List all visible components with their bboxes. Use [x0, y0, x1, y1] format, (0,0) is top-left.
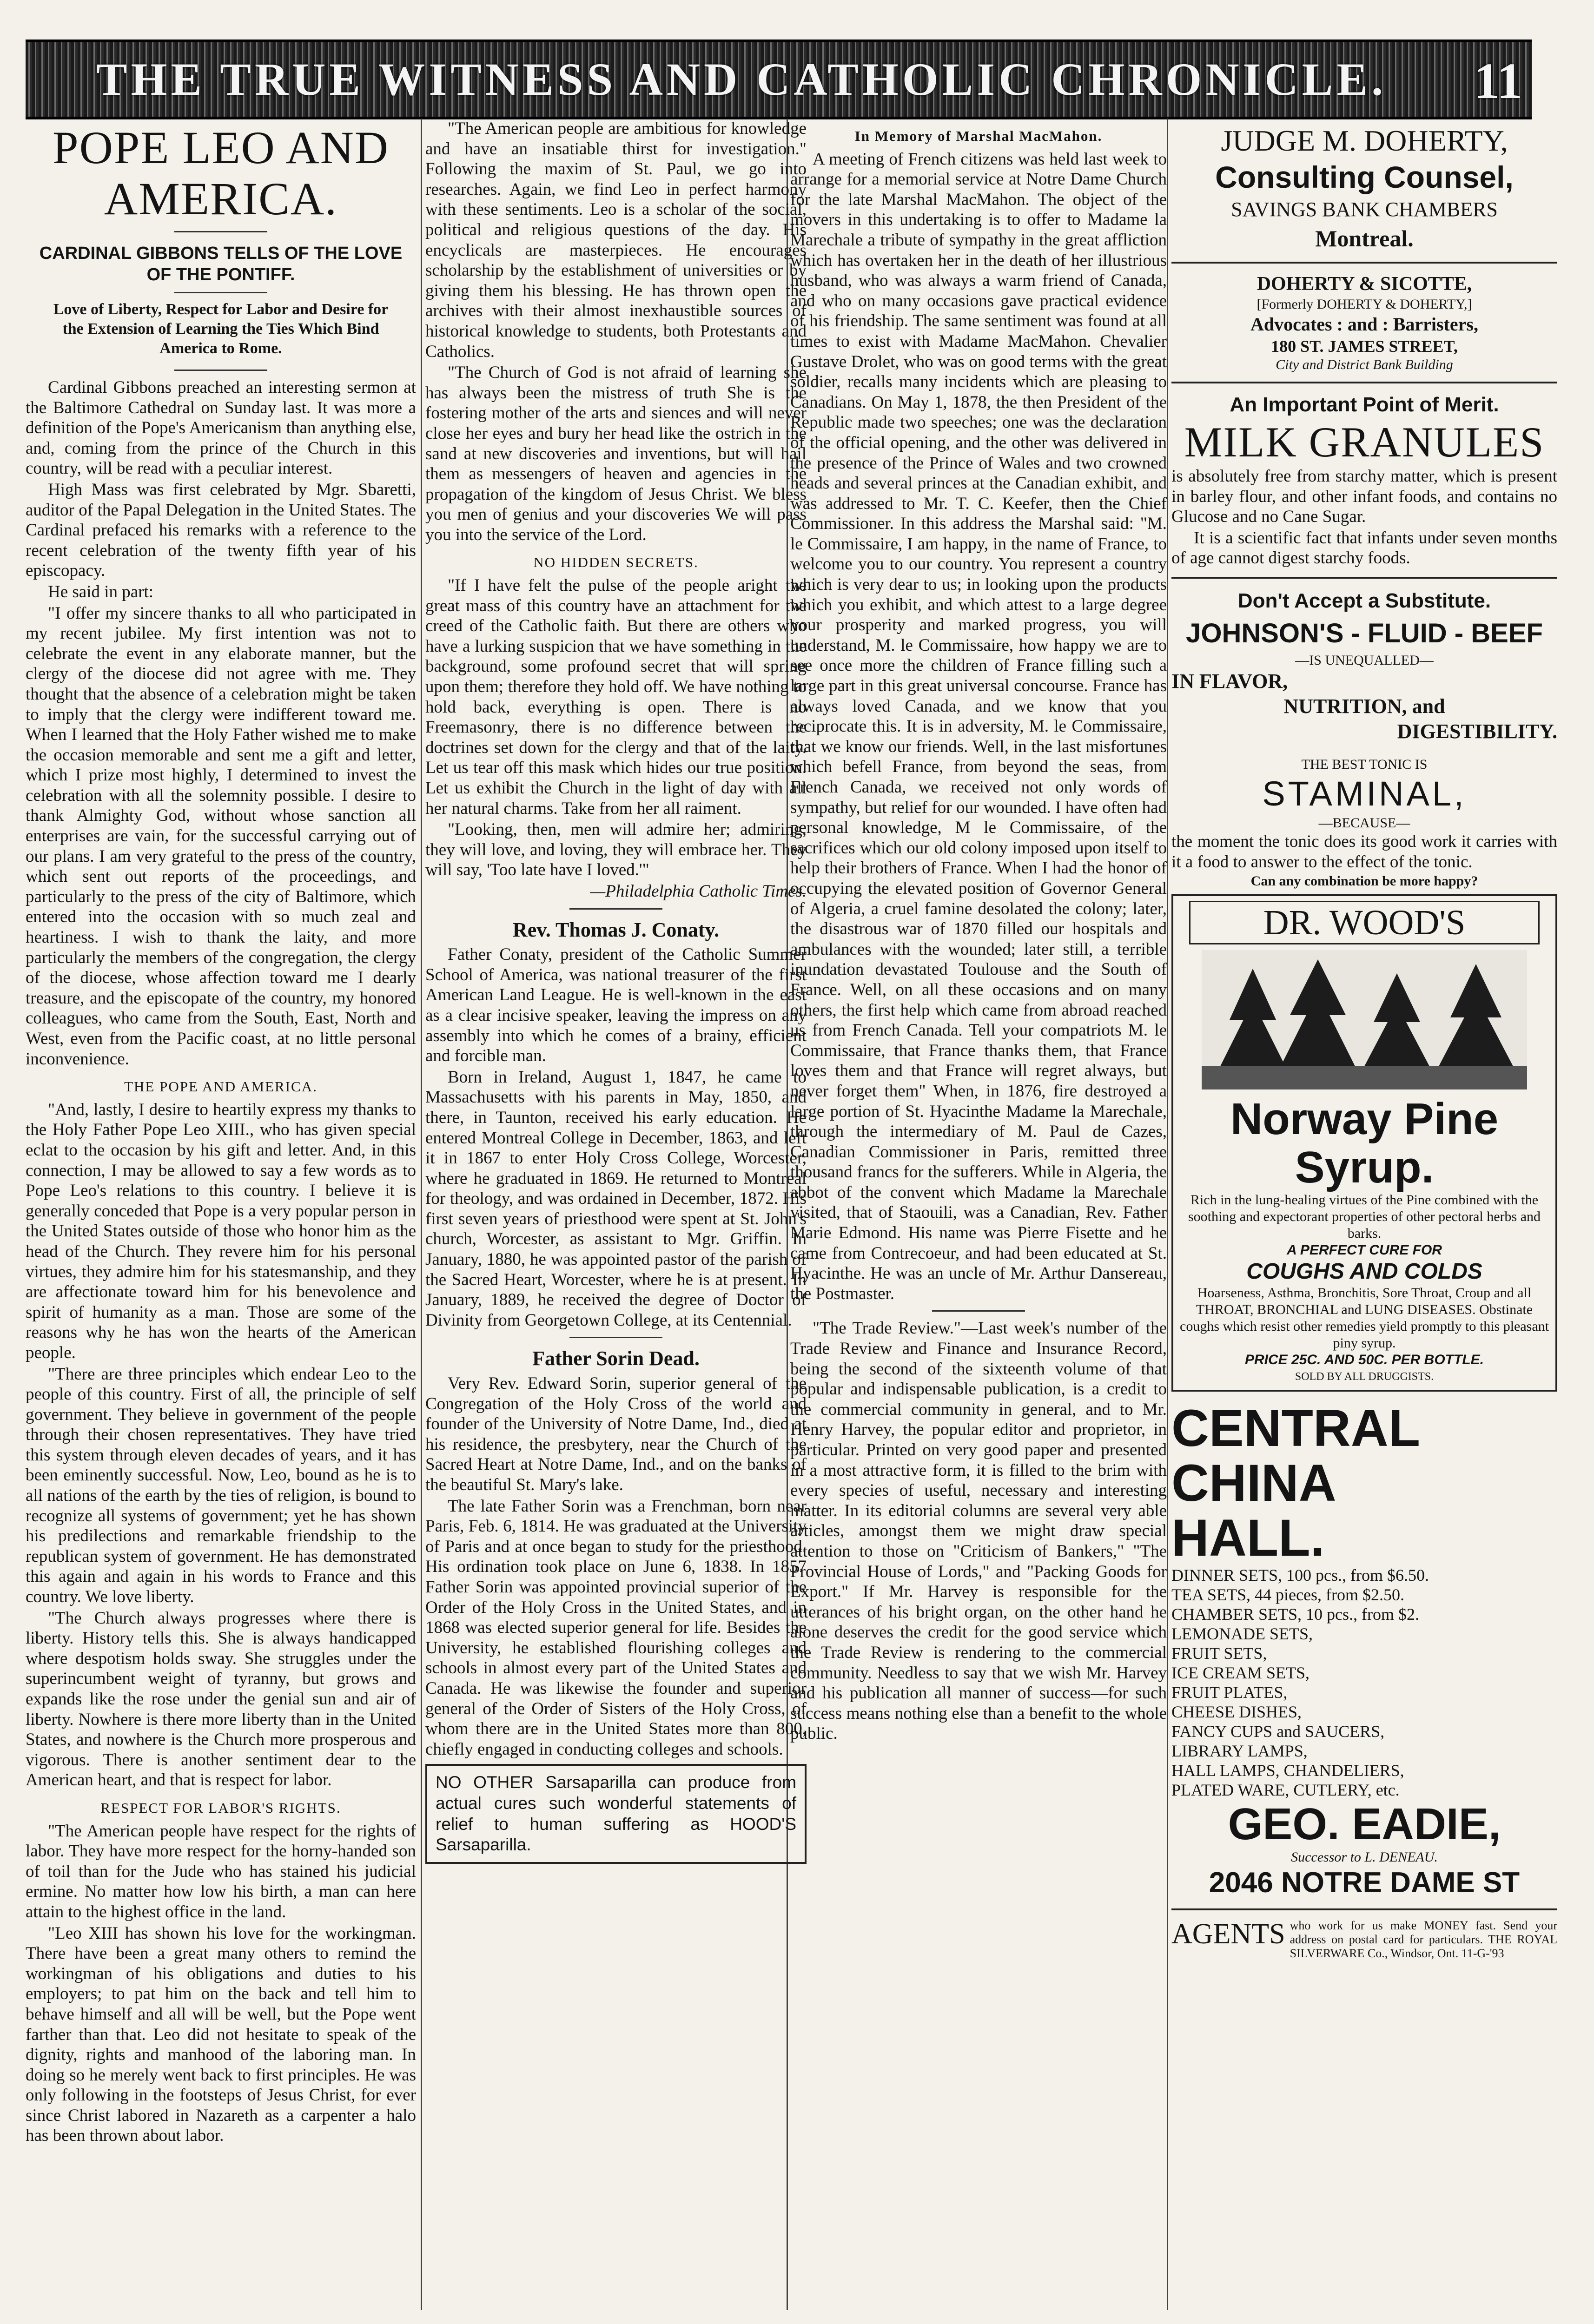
ad-sicotte-formerly: [Formerly DOHERTY & DOHERTY,] [1257, 297, 1472, 312]
divider [932, 1310, 1025, 1312]
ad-china-title: HALL. [1171, 1509, 1325, 1567]
paragraph: "The Trade Review."—Last week's number of the Trade Review and Finance and Insurance Record, being the second of the sixteenth volume of that popular and indispensable publication, is a credit to the commercial community in general, and to Mr. Henry Harvey, the popular editor and proprietor, in particular. Printed on very good paper and presented in a most attractive form, it is filled to the brim with every species of useful, necessary and interesting matter. In its editorial columns are several very able articles, amongst them we might draw special attention to those on "Criticism of Bankers," "The Provincial House of Lords," and "Packing Goods for Export." If Mr. Harvey is responsible for the utterances of his bright organ, on the other hand he alone deserves the credit for the good service which the Trade Review is rendering to the commercial community. Needless to say that we wish Mr. Harvey and his publication all manner of success—for such success means nothing else than a benefit to the whole public. [790, 1319, 1167, 1743]
ad-staminal-name: STAMINAL, [1262, 774, 1467, 813]
paragraph: "The American people are ambitious for knowledge and have an insatiable thirst for investigation." Following the maxim of St. Paul, we go into researches. Again, we find Leo in perfect harmony with these sentiments. Leo is a scholar of the social, political and religious questions of the day. His encyclicals are masterpieces. He encourages scholarship by the establishment of universities or by giving them his blessing. He has thrown open the archives with their almost inexhaustible sources of historical knowledge to students, both Protestants and Catholics. [425, 119, 807, 361]
ad-china-item: PLATED WARE, CUTLERY, etc. [1171, 1781, 1400, 1800]
ad-text: NO OTHER Sarsaparilla can produce from actual cures such wonderful statements of relief to human suffering as HOOD'S Sarsaparilla. [436, 1773, 796, 1855]
article-headline: In Memory of Marshal MacMahon. [854, 128, 1103, 144]
ad-johnson-line: NUTRITION, and [1283, 694, 1445, 718]
ad-milk-text: It is a scientific fact that infants under seven months of age cannot digest starchy foods. [1171, 528, 1557, 568]
ad-china-item: ICE CREAM SETS, [1171, 1664, 1310, 1683]
masthead [26, 40, 1532, 119]
paragraph: "I offer my sincere thanks to all who participated in my recent jubilee. My first intention was not to celebrate the event in any elaborate manner, but the clergy of the diocese did not agree with me. They thought that the absence of a celebration might be taken to imply that the clergy were indifferent toward me. When I learned that the Holy Father wished me to make the occasion memorable and sent me a gift and letter, which I prize most highly, I determined to invest the celebration with all the solemnity possible. I desire to thank Almighty God, without whose sanction all enterprises are vain, for the successful carrying out of our plans. I am very grateful to the press of the country, which sent out reports of the proceedings, and particularly to the press of the city of Baltimore, which entered into the occasion with so much zeal and heartiness. I wish to thank the laity, and more particularly the members of the congregation, the clergy of the diocese, whose affection toward me I dearly treasure, and the episcopate of the country, my honored colleagues, who came from the South, East, North and West, even from the Pacific coast, at no little personal inconvenience. [26, 603, 416, 1069]
article-subheadline: CARDINAL GIBBONS TELLS OF THE LOVE OF THE PONTIFF. [39, 244, 403, 284]
paragraph: Very Rev. Edward Sorin, superior general of the Congregation of the Holy Cross of the world and founder of the University of Notre Dame, Ind., died at his residence, the presbytery, near the Church of the Sacred Heart at Notre Dame, Ind., and on the banks of the beautiful St. Mary's lake. [425, 1374, 807, 1494]
ad-wood-price: PRICE 25C. AND 50C. PER BOTTLE. [1245, 1352, 1484, 1368]
divider [569, 1337, 662, 1338]
ad-china-item: LIBRARY LAMPS, [1171, 1742, 1308, 1761]
paragraph: Born in Ireland, August 1, 1847, he came to Massachusetts with his parents in May, 1850, and there, in Taunton, received his early education. He entered Montreal College in December, 1863, and left it in 1867 to enter Holy Cross College, Worcester, where he graduated in 1869. He returned to Montreal for theology, and was ordained in December, 1872. His first seven years of priesthood were spent at St. John's church, Worcester, as assistant to Mgr. Griffin. In January, 1880, he was appointed pastor of the parish of the Sacred Heart, Worcester, where he is at present. In January, 1889, he received the degree of Doctor of Divinity from Georgetown College, at its Centennial. [425, 1067, 807, 1330]
section-heading: NO HIDDEN SECRETS. [533, 554, 699, 571]
ad-sicotte-building: City and District Bank Building [1276, 357, 1453, 372]
divider [174, 292, 267, 293]
divider [1171, 262, 1557, 264]
paragraph: "If I have felt the pulse of the people aright the great mass of this country have an attachment for the creed of the Catholic faith. But there are others who have a lurking suspicion that we have something in the background, some profound secret that will spring upon them; therefore they hold off. We have nothing to hold back, everything is open. There is no Freemasonry, there is no difference between the doctrines set down for the clergy and that of the laity. Let us tear off this mask which hides our true position. Let us exhibit the Church in the light of day with all her natural charms. Take from her all raiment. [425, 576, 807, 818]
ad-milk-text: is absolutely free from starchy matter, which is present in barley flour, and other infant foods, and contains no Glucose and no Cane Sugar. [1171, 467, 1557, 527]
ad-china-owner: GEO. EADIE, [1228, 1799, 1501, 1849]
newspaper-title: THE TRUE WITNESS AND CATHOLIC CHRONICLE. [96, 53, 1387, 105]
paragraph: Father Conaty, president of the Catholic Summer School of America, was national treasurer of the first American Land League. He is well-known in the east as a clear incisive speaker, leaving the impress on any assembly into which he comes of a brainy, efficient and forcible man. [425, 945, 807, 1066]
ad-doherty-address: SAVINGS BANK CHAMBERS [1231, 198, 1498, 221]
divider [174, 370, 267, 371]
section-heading: THE POPE AND AMERICA. [124, 1078, 317, 1095]
ad-johnson-line: DIGESTIBILITY. [1397, 720, 1557, 743]
ad-china-item: HALL LAMPS, CHANDELIERS, [1171, 1761, 1404, 1780]
ad-china-title: CHINA [1171, 1454, 1336, 1512]
paragraph: "There are three principles which endear Leo to the people of this country. First of all, the principle of self government. They believe in government of the people through their chosen representatives. They have tried this system through eleven decades of years, and it has been eminently successful. Now, Leo, bound as he is to all nations of the earth by the ties of religion, is bound to recognize all systems of government; yet he has shown his predilections and remarkable friendship to the republican system of government. He has demonstrated this again and again in his words to France and this country. We love liberty. [26, 1364, 416, 1607]
paragraph: "Looking, then, men will admire her; admiring, they will love, and loving, they will embrace her. They will say, 'Too late have I loved.'" [425, 820, 807, 880]
ad-staminal-because: —BECAUSE— [1318, 815, 1410, 831]
ad-wood-cure: A PERFECT CURE FOR [1287, 1242, 1442, 1258]
article-source: —Philadelphia Catholic Times. [590, 881, 807, 901]
paragraph: The late Father Sorin was a Frenchman, born near Paris, Feb. 6, 1814. He was graduated at the University of Paris and at once began to study for the priesthood. His ordination took place on June 6, 1838. In 1857 Father Sorin was appointed provincial superior of the Order of the Holy Cross in the United States, and in 1868 was elected superior general for life. Besides the University, he established flourishing colleges and schools in almost every part of the United States and Canada. He was likewise the founder and superior general of the Order of Sisters of the Holy Cross, of whom there are in the United States more than 800, chiefly engaged in conducting colleges and schools. [425, 1496, 807, 1759]
column-rule [1167, 119, 1168, 2310]
column-2 [425, 119, 807, 2310]
divider [1171, 1908, 1557, 1910]
paragraph: "Leo XIII has shown his love for the workingman. There have been a great many others to remind the workingman of his obligations and duties to his employers; to pat him on the back and tell him to behave himself and all will be well, but the Pope went farther than that. Leo did not hesitate to speak of the dignity, rights and manhood of the laboring man. In doing so he merely went back to first principles. He was only following in the footsteps of Jesus Christ, for ever since Christ labored in Nazareth as a carpenter a halo has been thrown about labor. [26, 1923, 416, 2146]
paragraph: "The Church always progresses where there is liberty. History tells this. She is always handicapped where despotism holds sway. She struggles under the superincumbent weight of tyranny, but grows and expands like the rose under the genial sun and air of liberty. Nowhere is there more liberty than in the United States, and nowhere is the Church more prosperous and vigorous. There is another sentiment dear to the American heart, and that is respect for labor. [26, 1608, 416, 1790]
ad-milk-product: MILK GRANULES [1184, 418, 1545, 466]
ad-agents-text: who work for us make MONEY fast. Send your address on postal card for particulars. THE ROYAL SILVERWARE Co., Windsor, Ont. 11-G-'93 [1290, 1919, 1557, 1961]
ad-johnson-product: JOHNSON'S - FLUID - BEEF [1186, 618, 1543, 648]
ad-doherty-city: Montreal. [1315, 225, 1414, 251]
paragraph: "The Church of God is not afraid of learning she has always been the mistress of truth She is the fostering mother of the arts and siences and will never close her eyes and bury her head like the ostrich in the sand at new discoveries and inventions, but will hail them as messengers of heaven and agencies in the propagation of the kingdom of Jesus Christ. We bless you men of genius and your discoveries We will pass you into the service of the Lord. [425, 363, 807, 544]
ad-doherty-title: Consulting Counsel, [1215, 160, 1514, 194]
divider [1171, 577, 1557, 579]
divider [1171, 382, 1557, 383]
column-1 [26, 119, 416, 2310]
divider [174, 231, 267, 232]
paragraph: "The American people have respect for the rights of labor. They have more respect for the horny-handed son of toil than for the Jude who has stained his judicial ermine. No matter how low his birth, a man can here attain to the highest office in the land. [26, 1821, 416, 1921]
ad-wood-coughs: COUGHS AND COLDS [1246, 1259, 1482, 1284]
ad-china-address: 2046 NOTRE DAME ST [1209, 1867, 1520, 1899]
ad-china-item: CHAMBER SETS, 10 pcs., from $2. [1171, 1605, 1420, 1624]
ad-staminal-tagline: Can any combination be more happy? [1250, 873, 1478, 889]
paragraph: A meeting of French citizens was held last week to arrange for a memorial service at Notre Dame Church for the late Marshal MacMahon. The object of the movers in this undertaking is to offer to Madame la Marechale a tribute of sympathy in the great affliction which has overtaken her in the death of her illustrious husband, who was always a warm friend of Canada, and who on many occasions gave practical evidence of his friendship. The same sentiment was found at all times to exist with Madame MacMahon. Chevalier Gustave Drolet, who was on good terms with the great soldier, recalls many incidents which are pleasing to Canadians. On May 1, 1878, the then President of the Republic made two speeches; one was the declaration of the official opening, and the other was delivered in the presence of the Prince of Wales and two crowned heads and several princes at the Canadian exhibit, and was addressed to Mr. T. C. Keefer, then the Chief Commissioner. In this address the Marshal said: "M. le Commissaire, I am happy, in the name of France, to welcome you to our country. You represent a country which is very dear to us; in looking upon the products which you exhibit, and which attest to a large degree your prosperity and marked progress, you will understand, M. le Commissaire, how happy we are to see once more the children of France filling such a large part in this great universal concourse. France has always loved Canada, and we know that you reciprocate this. It is in adversity, M. le Commissaire, that we know our friends. Well, in the last misfortunes which befell France, from beyond the seas, from French Canada, we received not only words of sympathy, but relief for our wounded. I have often had personal knowledge, M le Commissaire, of the sacrifices which our old colony imposed upon itself to help their brothers of France. When I had the honor of occupying the elevated position of Governor General of Algeria, a cruel famine desolated the colony; later, the disastrous war of 1870 filled our hospitals and ambulances with the wounded; later still, a terrible inundation devastated Toulouse and the South of France. Well, on all these occasions and on many others, the first help which came from abroad reached us from French Canada. Tell your compatriots M. le Commissaire, that France thanks them, that France loves them and that France will regret always, but never forget them" When, in 1876, fire destroyed a large portion of St. Hyacinthe Madame la Marechale, through the intermediary of M. Paul de Cazes, Canadian Commissioner in Paris, remitted three thousand francs for the sufferers. While in Algeria, the abbot of the convent which Madame la Marechale visited, that of Staouili, was a Canadian, Rev. Father Marie Edmond. His name was Pierre Fisette and he came from Contrecoeur, and had been educated at St. Hyacinthe. He was an uncle of Mr. Arthur Dansereau, the Postmaster. [790, 149, 1167, 1303]
page-number: 11 [1474, 53, 1522, 109]
paragraph: High Mass was first celebrated by Mgr. Sbaretti, auditor of the Papal Delegation in the United States. The Cardinal prefaced his remarks with a reference to the recent celebration of the twenty fifth year of his episcopacy. [26, 480, 416, 581]
pine-trees-icon [1202, 950, 1527, 1089]
ad-agents-head: AGENTS [1171, 1918, 1285, 1950]
column-4-advertisements [1171, 119, 1557, 2310]
paragraph: He said in part: [48, 582, 154, 601]
ad-wood-product: Syrup. [1295, 1142, 1434, 1193]
section-heading: RESPECT FOR LABOR'S RIGHTS. [100, 1799, 341, 1816]
divider [569, 908, 662, 910]
ad-china-item: LEMONADE SETS, [1171, 1624, 1313, 1644]
ad-dr-wood [1171, 894, 1557, 1392]
ad-china-items [1171, 1565, 1557, 1800]
ad-china-title: CENTRAL [1171, 1399, 1421, 1458]
ad-sicotte-firm: DOHERTY & SICOTTE, [1257, 273, 1472, 295]
ad-agents [1171, 1919, 1557, 1961]
article-headline: POPE LEO AND AMERICA. [52, 122, 390, 224]
paragraph: Cardinal Gibbons preached an interesting sermon at the Baltimore Cathedral on Sunday last. It was more a definition of the Pope's Americanism than anything else, and, coming from the prince of the Church in this country, will be read with a peculiar interest. [26, 378, 416, 478]
ad-staminal-tonic: THE BEST TONIC IS [1301, 756, 1428, 772]
ad-china-item: FRUIT PLATES, [1171, 1683, 1288, 1702]
ad-china-item: FANCY CUPS and SAUCERS, [1171, 1722, 1385, 1741]
article-headline: Father Sorin Dead. [532, 1347, 700, 1370]
ad-doherty-name: JUDGE M. DOHERTY, [1221, 124, 1508, 157]
ad-china-item: CHEESE DISHES, [1171, 1703, 1302, 1722]
paragraph: "And, lastly, I desire to heartily express my thanks to the Holy Father Pope Leo XIII., who has given special eclat to the occasion by his gift and letter. And, in this connection, I may be allowed to say a few words as to Pope Leo's relations to this country. I believe it is generally conceded that Pope is a very popular person in the United States outside of those who honor him as the head of the Church. They revere him for his personal virtues, they admire him for his statesmanship, and they are affectionate toward him for his benevolence and spirit of humanity as a man. Those are some of the reasons why he has won the hearts of the American people. [26, 1100, 416, 1362]
ad-johnson-line: IN FLAVOR, [1171, 669, 1288, 693]
ad-sicotte-role: Advocates : and : Barristers, [1250, 314, 1478, 335]
column-3 [790, 119, 1167, 2310]
column-rule [421, 119, 422, 2310]
ad-china-item: FRUIT SETS, [1171, 1644, 1267, 1663]
ad-wood-desc: Rich in the lung-healing virtues of the Pine combined with the soothing and expectorant properties of other pectoral herbs and barks. [1188, 1192, 1541, 1241]
article-deck: Love of Liberty, Respect for Labor and Desire for the Extension of Learning the Ties Which Bind America to Rome. [53, 301, 389, 357]
ad-johnson-sub: —IS UNEQUALLED— [1295, 652, 1434, 668]
ad-johnson-lead: Don't Accept a Substitute. [1237, 589, 1491, 612]
ad-wood-product: Norway Pine [1230, 1094, 1499, 1144]
ad-china-item: TEA SETS, 44 pieces, from $2.50. [1171, 1585, 1404, 1604]
ad-wood-brand: DR. WOOD'S [1189, 901, 1540, 944]
ad-milk-lead: An Important Point of Merit. [1230, 393, 1499, 416]
ad-china-successor: Successor to L. DENEAU. [1291, 1849, 1438, 1865]
ad-staminal-text: the moment the tonic does its good work it carries with it a food to answer to the effect of the tonic. [1171, 832, 1557, 872]
ad-sicotte-address: 180 ST. JAMES STREET, [1271, 337, 1458, 356]
ad-wood-sold: SOLD BY ALL DRUGGISTS. [1295, 1371, 1434, 1383]
hoods-advertisement [425, 1764, 807, 1863]
ad-wood-list: Hoarseness, Asthma, Bronchitis, Sore Throat, Croup and all THROAT, BRONCHIAL and LUNG DISEASES. Obstinate coughs which resist other remedies yield promptly to this pleasant piny syrup. [1180, 1285, 1549, 1351]
ad-china-item: DINNER SETS, 100 pcs., from $6.50. [1171, 1566, 1429, 1585]
article-headline: Rev. Thomas J. Conaty. [512, 918, 720, 941]
